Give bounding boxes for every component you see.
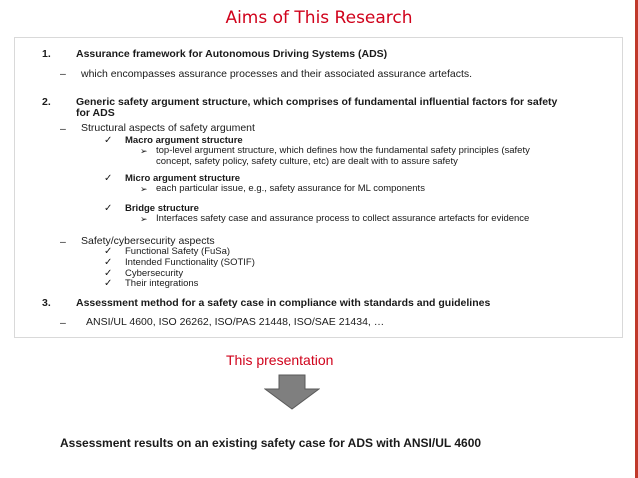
safety-item-cyber: Cybersecurity (125, 268, 184, 279)
aim-2-heading-line1: Generic safety argument structure, which comprises of fundamental influential factors for safety (76, 96, 558, 108)
check-icon: ✓ (104, 278, 113, 289)
bridge-title: Bridge structure (125, 203, 199, 214)
safety-item-fusa: Functional Safety (FuSa) (125, 246, 231, 257)
check-icon: ✓ (104, 268, 113, 279)
presentation-label: This presentation (226, 352, 334, 368)
arrow-bullet-icon: ➢ (140, 146, 148, 156)
aim-1-dash: – (60, 68, 66, 80)
aim-1-detail: which encompasses assurance processes and their associated assurance artefacts. (81, 68, 473, 80)
safety-item-sotif: Intended Functionality (SOTIF) (125, 257, 255, 268)
structural-dash: – (60, 123, 66, 135)
slide-title: Aims of This Research (225, 8, 413, 28)
macro-detail-line1: top-level argument structure, which defines how the fundamental safety principles (safety (156, 145, 530, 156)
check-icon: ✓ (104, 246, 113, 257)
micro-title: Micro argument structure (125, 173, 241, 184)
safety-dash: – (60, 236, 66, 248)
check-icon: ✓ (104, 173, 113, 184)
micro-detail: each particular issue, e.g., safety assurance for ML components (156, 183, 425, 194)
aim-1-number: 1. (42, 48, 51, 60)
aim-3-heading: Assessment method for a safety case in compliance with standards and guidelines (76, 297, 491, 309)
aim-3-number: 3. (42, 297, 51, 309)
macro-detail-line2: concept, safety policy, safety culture, etc) are dealt with to assure safety (156, 156, 458, 167)
arrow-bullet-icon: ➢ (140, 184, 148, 194)
check-icon: ✓ (104, 257, 113, 268)
aim-1-heading: Assurance framework for Autonomous Driving Systems (ADS) (76, 48, 388, 60)
aim-3-detail: ANSI/UL 4600, ISO 26262, ISO/PAS 21448, ISO/SAE 21434, … (86, 316, 385, 328)
aim-3-dash: – (60, 317, 66, 329)
check-icon: ✓ (104, 135, 113, 146)
aim-2-heading-line2: for ADS (76, 107, 115, 119)
macro-title: Macro argument structure (125, 135, 243, 146)
arrow-bullet-icon: ➢ (140, 214, 148, 224)
aim-2-number: 2. (42, 96, 51, 108)
safety-item-integrations: Their integrations (125, 278, 199, 289)
check-icon: ✓ (104, 203, 113, 214)
bridge-detail: Interfaces safety case and assurance process to collect assurance artefacts for evidence (156, 213, 530, 224)
down-arrow-icon (264, 374, 320, 410)
structural-label: Structural aspects of safety argument (81, 122, 255, 134)
result-statement: Assessment results on an existing safety case for ADS with ANSI/UL 4600 (60, 436, 482, 450)
safety-label: Safety/cybersecurity aspects (81, 235, 215, 247)
